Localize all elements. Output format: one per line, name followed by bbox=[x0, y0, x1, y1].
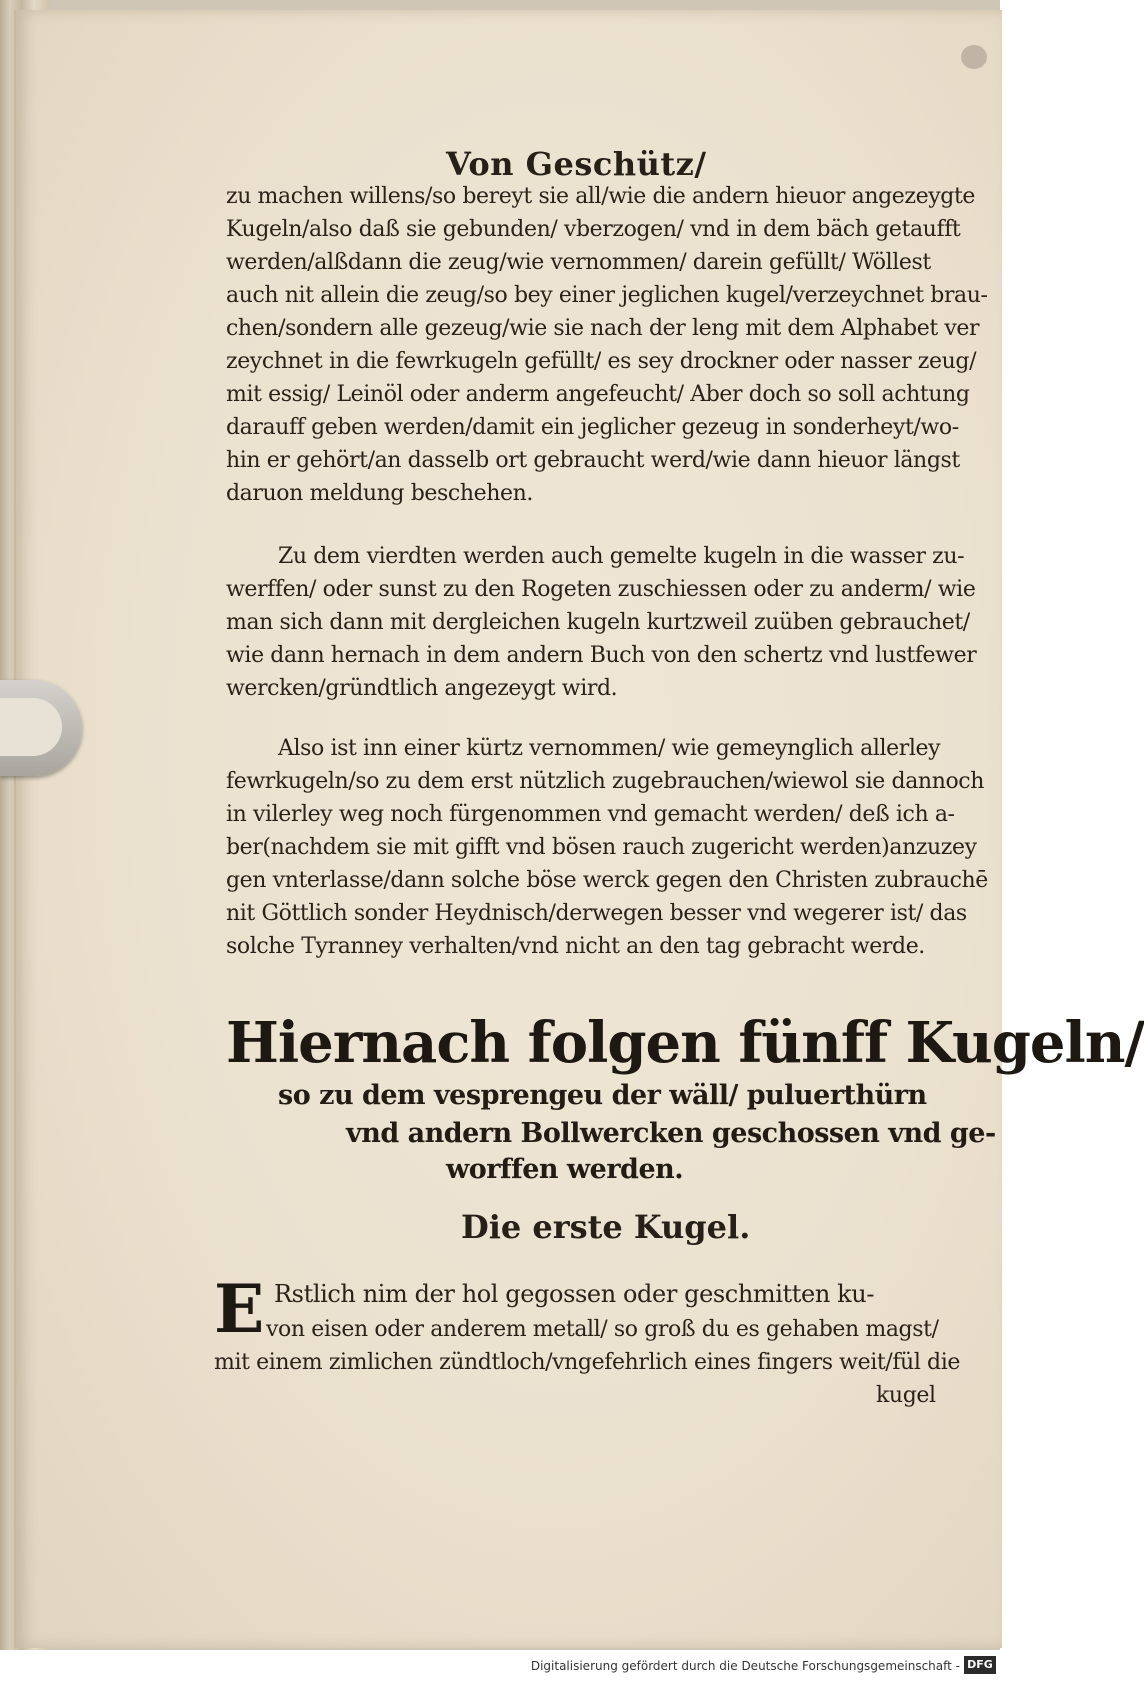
text-line: ber(nachdem sie mit gifft vnd bösen rauch zugericht werden)anzuzey bbox=[226, 835, 977, 860]
text-line: zeychnet in die fewrkugeln gefüllt/ es sey drockner oder nasser zeug/ bbox=[226, 349, 977, 374]
page-stain bbox=[961, 45, 987, 69]
text-line: zu machen willens/so bereyt sie all/wie die andern hieuor angezeygte bbox=[226, 184, 975, 209]
drop-cap: E bbox=[214, 1270, 265, 1348]
text-line: hin er gehört/an dasselb ort gebraucht werd/wie dann hieuor längst bbox=[226, 448, 960, 473]
funding-note: Digitalisierung gefördert durch die Deutsche Forschungsgemeinschaft - bbox=[530, 1659, 960, 1673]
text-line: Zu dem vierdten werden auch gemelte kugeln in die wasser zu- bbox=[278, 544, 965, 569]
text-line: in vilerley weg noch fürgenommen vnd gemacht werden/ deß ich a- bbox=[226, 802, 955, 827]
text-line: mit einem zimlichen zündtloch/vngefehrlich eines fingers weit/fül die bbox=[214, 1350, 960, 1375]
text-line: mit essig/ Leinöl oder anderm angefeucht/ Aber doch so soll achtung bbox=[226, 382, 970, 407]
text-line: gen vnterlasse/dann solche böse werck gegen den Christen zubrauchē bbox=[226, 868, 988, 893]
text-line: solche Tyranney verhalten/vnd nicht an den tag gebracht werde. bbox=[226, 934, 925, 959]
text-line: daruon meldung beschehen. bbox=[226, 481, 533, 506]
text-line: fewrkugeln/so zu dem erst nützlich zugebrauchen/wiewol sie dannoch bbox=[226, 769, 984, 794]
text-line: Rstlich nim der hol gegossen oder geschmitten ku- bbox=[274, 1280, 875, 1308]
page-clip-inner bbox=[0, 698, 62, 756]
text-line: wercken/gründtlich angezeygt wird. bbox=[226, 676, 618, 701]
subsection-title: Die erste Kugel. bbox=[461, 1208, 751, 1246]
running-header: Von Geschütz/ bbox=[446, 145, 707, 183]
footer-bar bbox=[0, 1650, 1000, 1682]
heading-subline: vnd andern Bollwercken geschossen vnd ge- bbox=[346, 1118, 996, 1149]
text-line: werden/alßdann die zeug/wie vernommen/ darein gefüllt/ Wöllest bbox=[226, 250, 931, 275]
text-line: chen/sondern alle gezeug/wie sie nach der leng mit dem Alphabet ver bbox=[226, 316, 980, 341]
text-line: Also ist inn einer kürtz vernommen/ wie gemeynglich allerley bbox=[278, 736, 941, 761]
text-line: werffen/ oder sunst zu den Rogeten zuschiessen oder zu anderm/ wie bbox=[226, 577, 976, 602]
text-line: von eisen oder anderem metall/ so groß du es gehaben magst/ bbox=[266, 1317, 939, 1342]
text-line: kugel bbox=[876, 1383, 936, 1408]
text-line: Kugeln/also daß sie gebunden/ vberzogen/ vnd in dem bäch getaufft bbox=[226, 217, 961, 242]
text-line: wie dann hernach in dem andern Buch von den schertz vnd lustfewer bbox=[226, 643, 977, 668]
text-line: nit Göttlich sonder Heydnisch/derwegen besser vnd wegerer ist/ das bbox=[226, 901, 967, 926]
heading-subline: worffen werden. bbox=[446, 1154, 684, 1185]
text-line: darauff geben werden/damit ein jeglicher gezeug in sonderheyt/wo- bbox=[226, 415, 959, 440]
text-line: auch nit allein die zeug/so bey einer jeglichen kugel/verzeychnet brau- bbox=[226, 283, 988, 308]
section-heading: Hiernach folgen fünff Kugeln/ bbox=[226, 1010, 1144, 1076]
book-page bbox=[14, 10, 1144, 1648]
heading-subline: so zu dem vesprengeu der wäll/ puluerthürn bbox=[278, 1080, 927, 1111]
dfg-logo-icon: DFG bbox=[964, 1656, 996, 1674]
text-line: man sich dann mit dergleichen kugeln kurtzweil zuüben gebrauchet/ bbox=[226, 610, 970, 635]
